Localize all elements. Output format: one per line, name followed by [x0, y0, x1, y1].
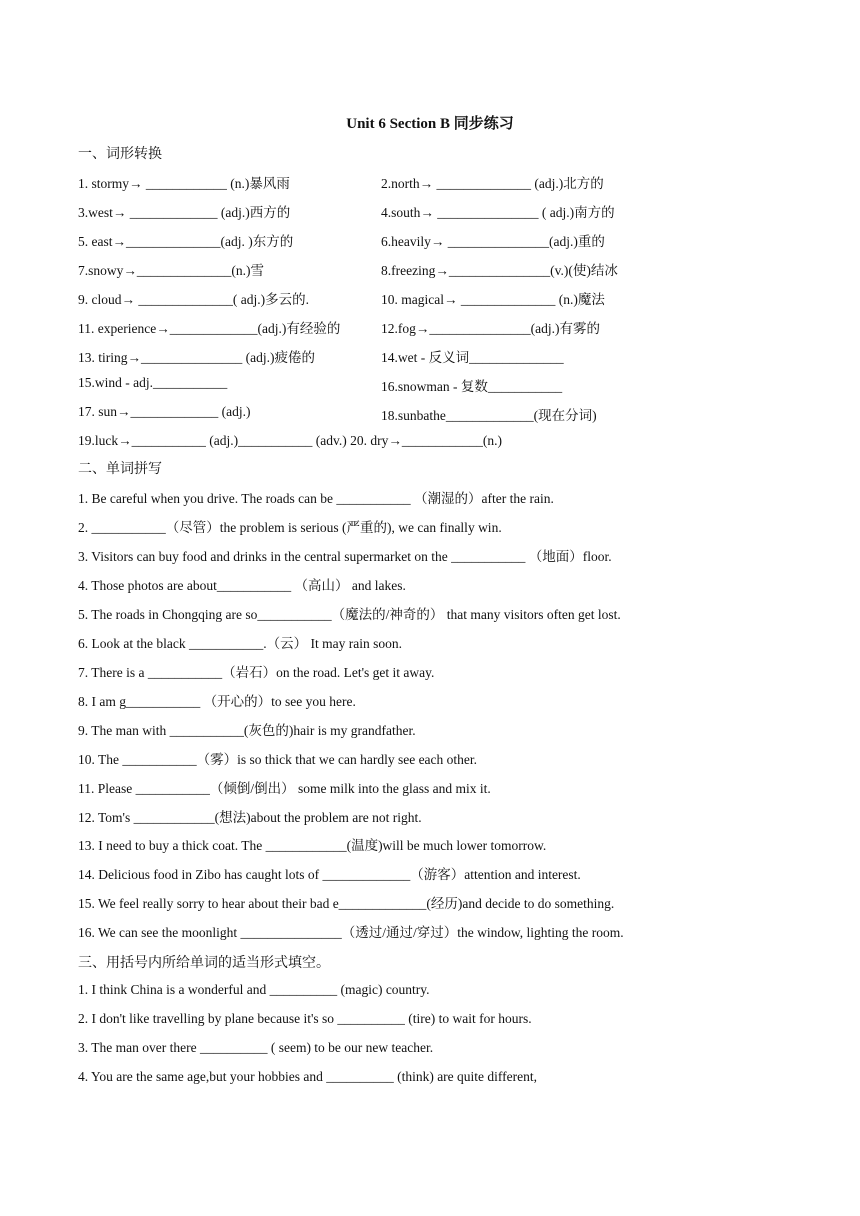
spelling-item: 15. We feel really sorry to hear about their bad e_____________(经历)and decide to do something. — [78, 896, 615, 911]
spelling-item: 1. Be careful when you drive. The roads can be ___________ （潮湿的）after the rain. — [78, 491, 554, 506]
spelling-item: 4. Those photos are about___________ （高山） and lakes. — [78, 578, 406, 593]
spelling-item: 9. The man with ___________(灰色的)hair is my grandfather. — [78, 723, 416, 738]
spelling-item: 2. ___________（尽管）the problem is serious (严重的), we can finally win. — [78, 520, 502, 535]
word-form-row: 13. tiring→_______________ (adj.)疲倦的 — [78, 350, 315, 365]
spelling-item: 16. We can see the moonlight _______________（透过/通过/穿过）the window, lighting the room. — [78, 925, 624, 940]
fill-blank-item: 1. I think China is a wonderful and __________ (magic) country. — [78, 982, 430, 997]
word-form-row: 1. stormy→ ____________ (n.)暴风雨 — [78, 176, 290, 191]
spelling-item: 7. There is a ___________（岩石）on the road. Let's get it away. — [78, 665, 435, 680]
fill-blank-item: 2. I don't like travelling by plane because it's so __________ (tire) to wait for hours. — [78, 1011, 532, 1026]
section2-heading: 二、单词拼写 — [78, 462, 162, 477]
word-form-row: 17. sun→_____________ (adj.) — [78, 404, 251, 419]
section1-heading: 一、词形转换 — [78, 147, 162, 162]
word-form-row: 15.wind - adj.___________ — [78, 375, 228, 390]
word-form-row: 4.south→ _______________ ( adj.)南方的 — [381, 205, 615, 220]
word-form-row: 9. cloud→ ______________( adj.)多云的. — [78, 292, 309, 307]
spelling-item: 13. I need to buy a thick coat. The ____________(温度)will be much lower tomorrow. — [78, 838, 547, 853]
spelling-item: 11. Please ___________（倾倒/倒出） some milk into the glass and mix it. — [78, 781, 491, 796]
fill-blank-item: 4. You are the same age,but your hobbies and __________ (think) are quite different, — [78, 1069, 538, 1084]
spelling-item: 14. Delicious food in Zibo has caught lots of _____________（游客）attention and interest. — [78, 867, 581, 882]
word-form-row: 11. experience→_____________(adj.)有经验的 — [78, 321, 341, 336]
word-form-row: 14.wet - 反义词______________ — [381, 350, 564, 365]
spelling-item: 3. Visitors can buy food and drinks in the central supermarket on the ___________ （地面）floor. — [78, 549, 612, 564]
word-form-row: 12.fog→_______________(adj.)有雾的 — [381, 321, 600, 336]
spelling-item: 5. The roads in Chongqing are so___________（魔法的/神奇的） that many visitors often get lost. — [78, 607, 621, 622]
word-form-row: 16.snowman - 复数___________ — [381, 379, 563, 394]
spelling-item: 6. Look at the black ___________.（云） It may rain soon. — [78, 636, 402, 651]
word-form-row: 10. magical→ ______________ (n.)魔法 — [381, 292, 605, 307]
spelling-item: 12. Tom's ____________(想法)about the problem are not right. — [78, 810, 422, 825]
word-form-row: 6.heavily→ _______________(adj.)重的 — [381, 234, 605, 249]
word-form-row: 2.north→ ______________ (adj.)北方的 — [381, 176, 604, 191]
document-title: Unit 6 Section B 同步练习 — [346, 116, 514, 132]
fill-blank-item: 3. The man over there __________ ( seem) to be our new teacher. — [78, 1040, 434, 1055]
word-form-row: 18.sunbathe_____________(现在分词) — [381, 408, 597, 423]
word-form-row: 3.west→ _____________ (adj.)西方的 — [78, 205, 291, 220]
word-form-row: 7.snowy→______________(n.)雪 — [78, 263, 264, 278]
spelling-item: 8. I am g___________ （开心的）to see you here. — [78, 694, 356, 709]
word-form-row: 8.freezing→_______________(v.)(使)结冰 — [381, 263, 618, 278]
section3-heading: 三、用括号内所给单词的适当形式填空。 — [78, 956, 330, 971]
spelling-item: 10. The ___________（雾）is so thick that we can hardly see each other. — [78, 752, 478, 767]
word-form-row: 19.luck→___________ (adj.)___________ (adv.) 20. dry→____________(n.) — [78, 433, 502, 448]
word-form-row: 5. east→______________(adj. )东方的 — [78, 234, 294, 249]
